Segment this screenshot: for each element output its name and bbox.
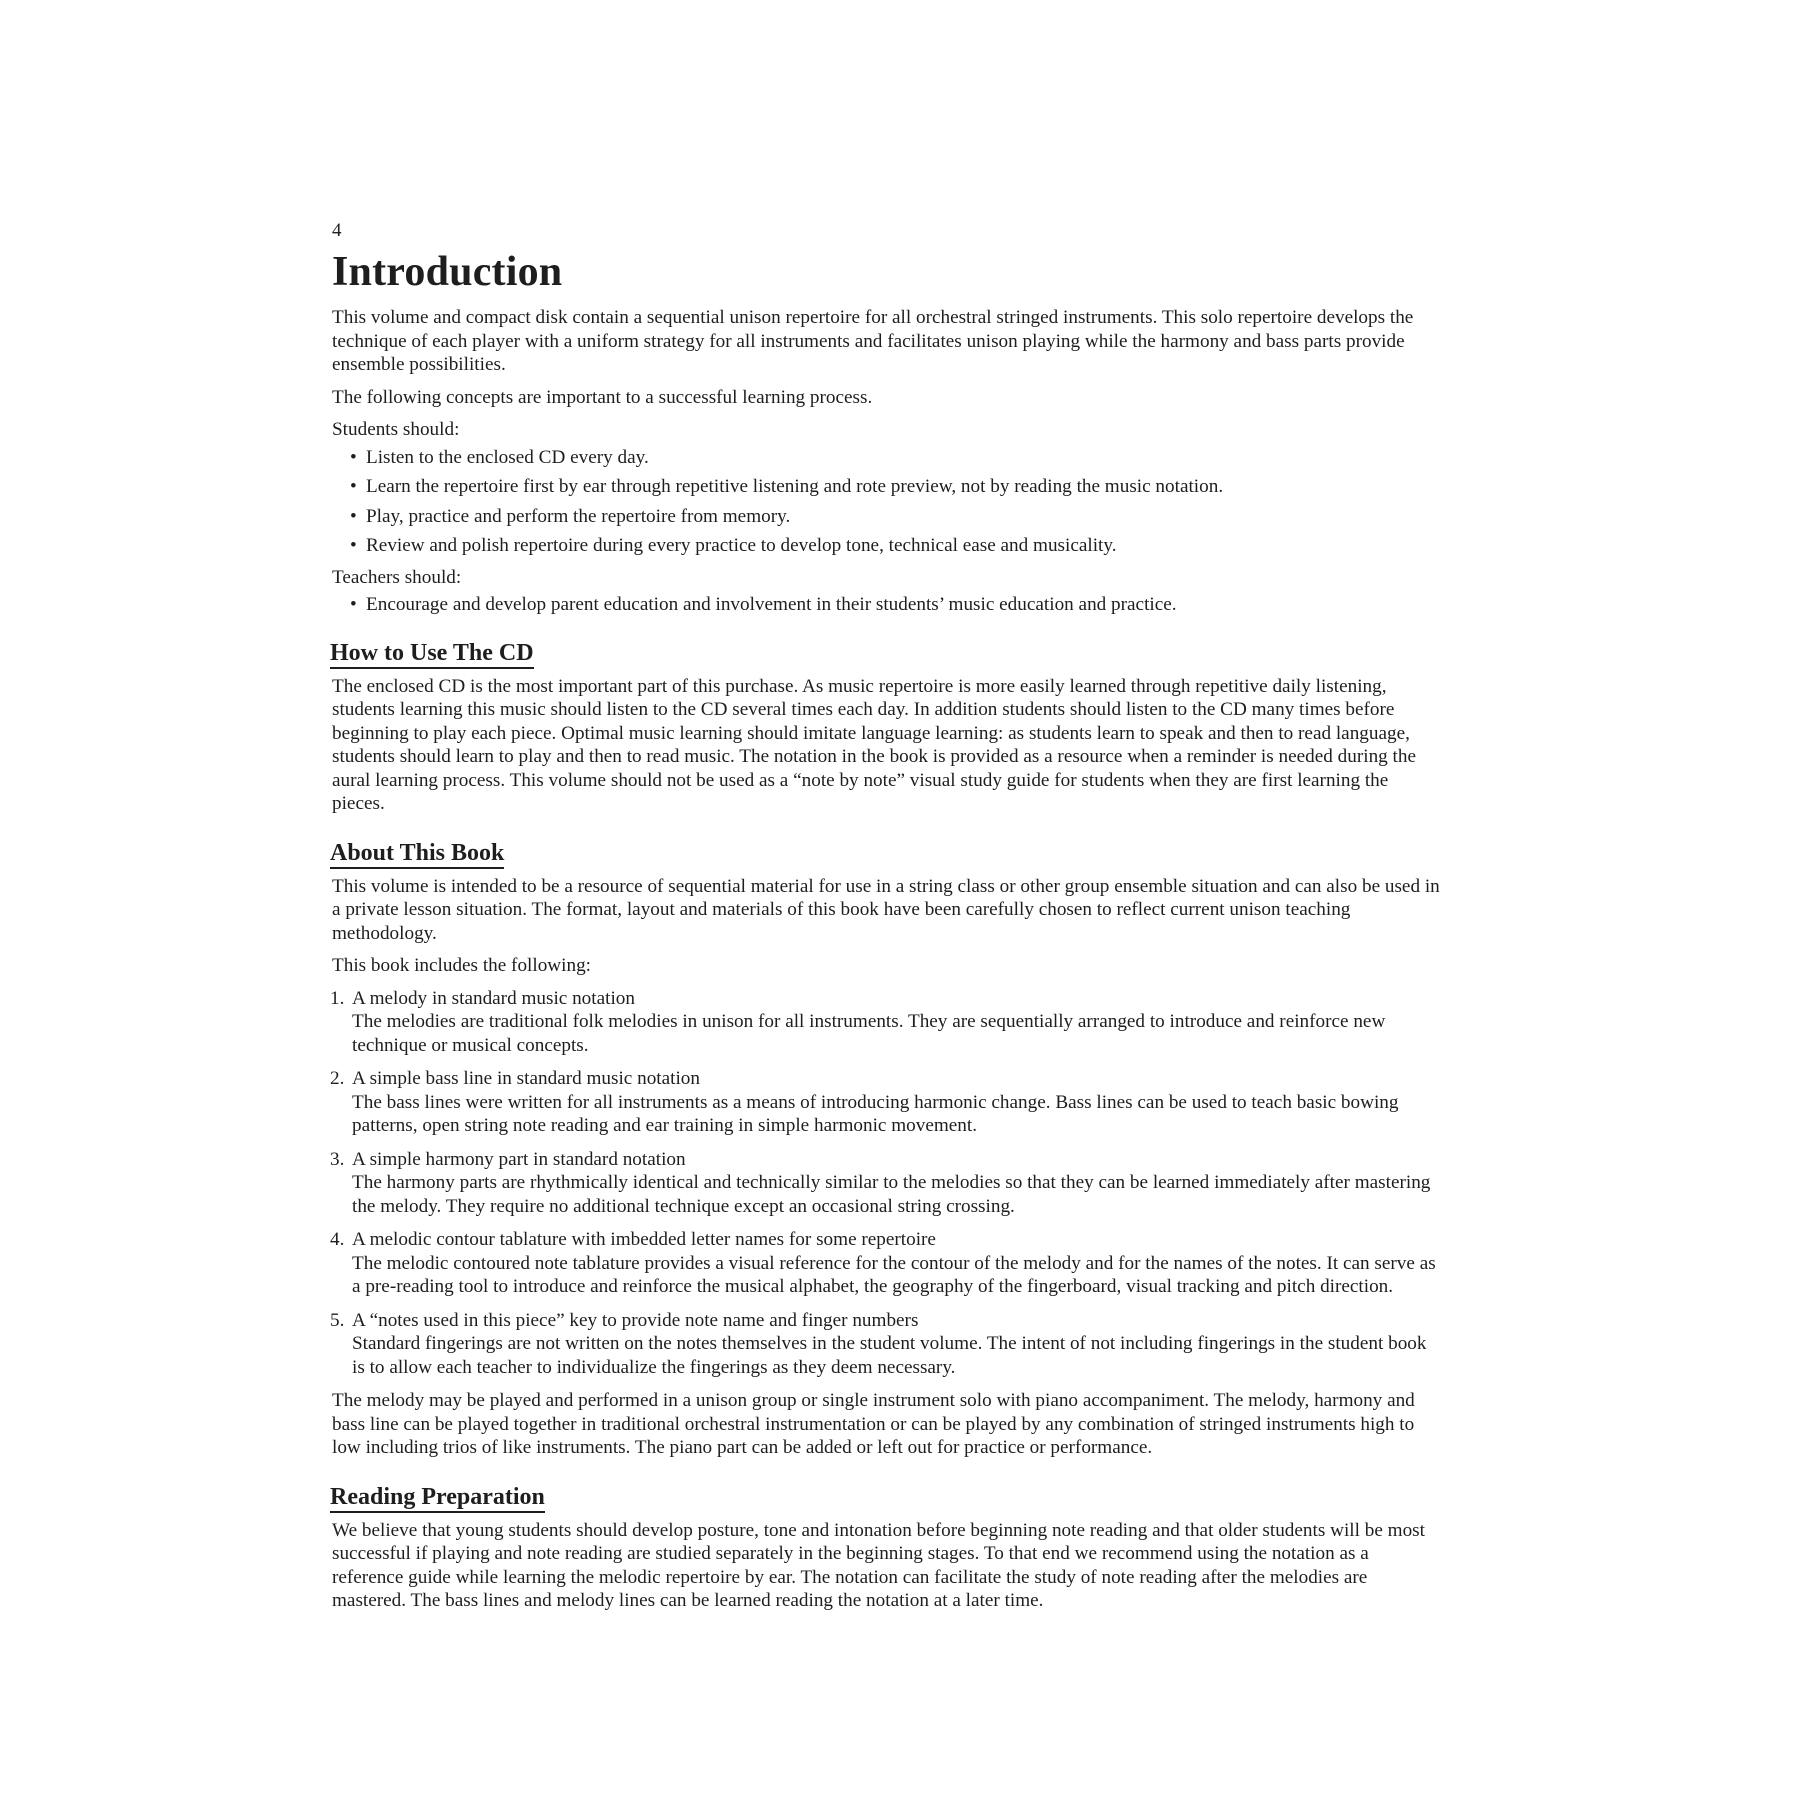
item-heading: A melody in standard music notation: [352, 987, 635, 1009]
list-item: [330, 1148, 1440, 1219]
list-item-text: Encourage and develop parent education and involvement in their students’ music education and practice.: [366, 594, 1177, 615]
students-label: Students should:: [332, 419, 460, 440]
list-item: [350, 475, 1440, 499]
section-heading-reading-preparation: Reading Preparation: [330, 1483, 545, 1513]
list-item-text: Review and polish repertoire during every practice to develop tone, technical ease and musicality.: [366, 535, 1117, 556]
section-heading-how-to-use-cd: How to Use The CD: [330, 639, 534, 669]
closing-paragraph: The melody may be played and performed in a unison group or single instrument solo with piano accompaniment. The melody, harmony and bass line can be played together in traditional orchestral instrumentation or can be played by any combination of stringed instruments high to low including trios of like instruments. The piano part can be added or left out for practice or performance.: [332, 1390, 1415, 1458]
list-item-text: Play, practice and perform the repertoire from memory.: [366, 505, 791, 527]
bullet-icon: •: [350, 505, 357, 527]
bullet-icon: •: [350, 446, 357, 468]
item-heading: A melodic contour tablature with imbedded letter names for some repertoire: [352, 1229, 936, 1250]
page-number: 4: [332, 220, 342, 241]
list-item: [350, 593, 1440, 617]
item-body: The bass lines were written for all instruments as a means of introducing harmonic change. Bass lines can be used to teach basic bowing patterns, open string note reading and ear training in simple harmonic movement.: [352, 1091, 1399, 1136]
list-item: [330, 1067, 1440, 1138]
list-item: [330, 987, 1440, 1058]
item-body: The melodies are traditional folk melodies in unison for all instruments. They are sequentially arranged to introduce and reinforce new technique or musical concepts.: [352, 1011, 1386, 1056]
item-heading: A simple bass line in standard music notation: [352, 1068, 700, 1089]
section-body-how-to-use-cd: The enclosed CD is the most important part of this purchase. As music repertoire is more easily learned through repetitive daily listening, students learning this music should listen to the CD several times each day. In addition students should listen to the CD many times before beginning to play each piece. Optimal music learning should imitate language learning: as students learn to speak and then to read language, students should learn to play and then to read music. The notation in the book is provided as a resource when a reminder is needed during the aural learning process. This volume should not be used as a “note by note” visual study guide for students when they are first learning the pieces.: [332, 675, 1416, 814]
document-page: [330, 220, 1440, 1622]
list-item-text: Learn the repertoire first by ear through repetitive listening and rote preview, not by reading the music notation.: [366, 476, 1224, 497]
list-item: [330, 1228, 1440, 1299]
item-body: The melodic contoured note tablature provides a visual reference for the contour of the melody and for the names of the notes. It can serve as a pre-reading tool to introduce and reinforce the musical alphabet, the geography of the fingerboard, visual tracking and pitch direction.: [352, 1252, 1436, 1297]
section-body-reading-preparation: We believe that young students should develop posture, tone and intonation before beginning note reading and that older students will be most successful if playing and note reading are studied separately in the beginning stages. To that end we recommend using the notation as a reference guide while learning the melodic repertoire by ear. The notation can facilitate the study of note reading after the melodies are mastered. The bass lines and melody lines can be learned reading the notation at a later time.: [332, 1519, 1425, 1611]
item-number: 2.: [330, 1068, 345, 1089]
list-item: [350, 446, 1440, 470]
intro-paragraph: This volume and compact disk contain a sequential unison repertoire for all orchestral stringed instruments. This solo repertoire develops the technique of each player with a uniform strategy for all instruments and facilitates unison playing while the harmony and bass parts provide ensemble possibilities.: [332, 307, 1414, 375]
section-heading-about-book: About This Book: [330, 839, 504, 869]
item-heading: A “notes used in this piece” key to provide note name and finger numbers: [352, 1309, 919, 1331]
includes-label: This book includes the following:: [332, 955, 592, 976]
section-body-about-book: This volume is intended to be a resource of sequential material for use in a string class or other group ensemble situation and can also be used in a private lesson situation. The format, layout and materials of this book have been carefully chosen to reflect current unison teaching methodology.: [332, 875, 1440, 944]
bullet-icon: •: [350, 594, 357, 615]
item-body: Standard fingerings are not written on the notes themselves in the student volume. The intent of not including fingerings in the student book is to allow each teacher to individualize the fingerings as they deem necessary.: [352, 1333, 1427, 1378]
list-item: [330, 1309, 1440, 1380]
item-body: The harmony parts are rhythmically identical and technically similar to the melodies so that they can be learned immediately after mastering the melody. They require no additional technique except an occasional string crossing.: [352, 1172, 1431, 1217]
list-item: [350, 505, 1440, 529]
page-title: Introduction: [332, 249, 563, 295]
teachers-label: Teachers should:: [332, 566, 462, 588]
item-heading: A simple harmony part in standard notation: [352, 1148, 686, 1170]
intro-paragraph: The following concepts are important to a successful learning process.: [332, 386, 873, 408]
item-number: 3.: [330, 1148, 345, 1170]
teachers-list: [330, 593, 1440, 617]
list-item: [350, 534, 1440, 558]
bullet-icon: •: [350, 476, 357, 497]
item-number: 5.: [330, 1309, 345, 1331]
students-list: [330, 446, 1440, 558]
item-number: 1.: [330, 987, 345, 1009]
includes-list: [330, 987, 1440, 1380]
list-item-text: Listen to the enclosed CD every day.: [366, 446, 649, 468]
item-number: 4.: [330, 1229, 345, 1250]
bullet-icon: •: [350, 535, 357, 556]
